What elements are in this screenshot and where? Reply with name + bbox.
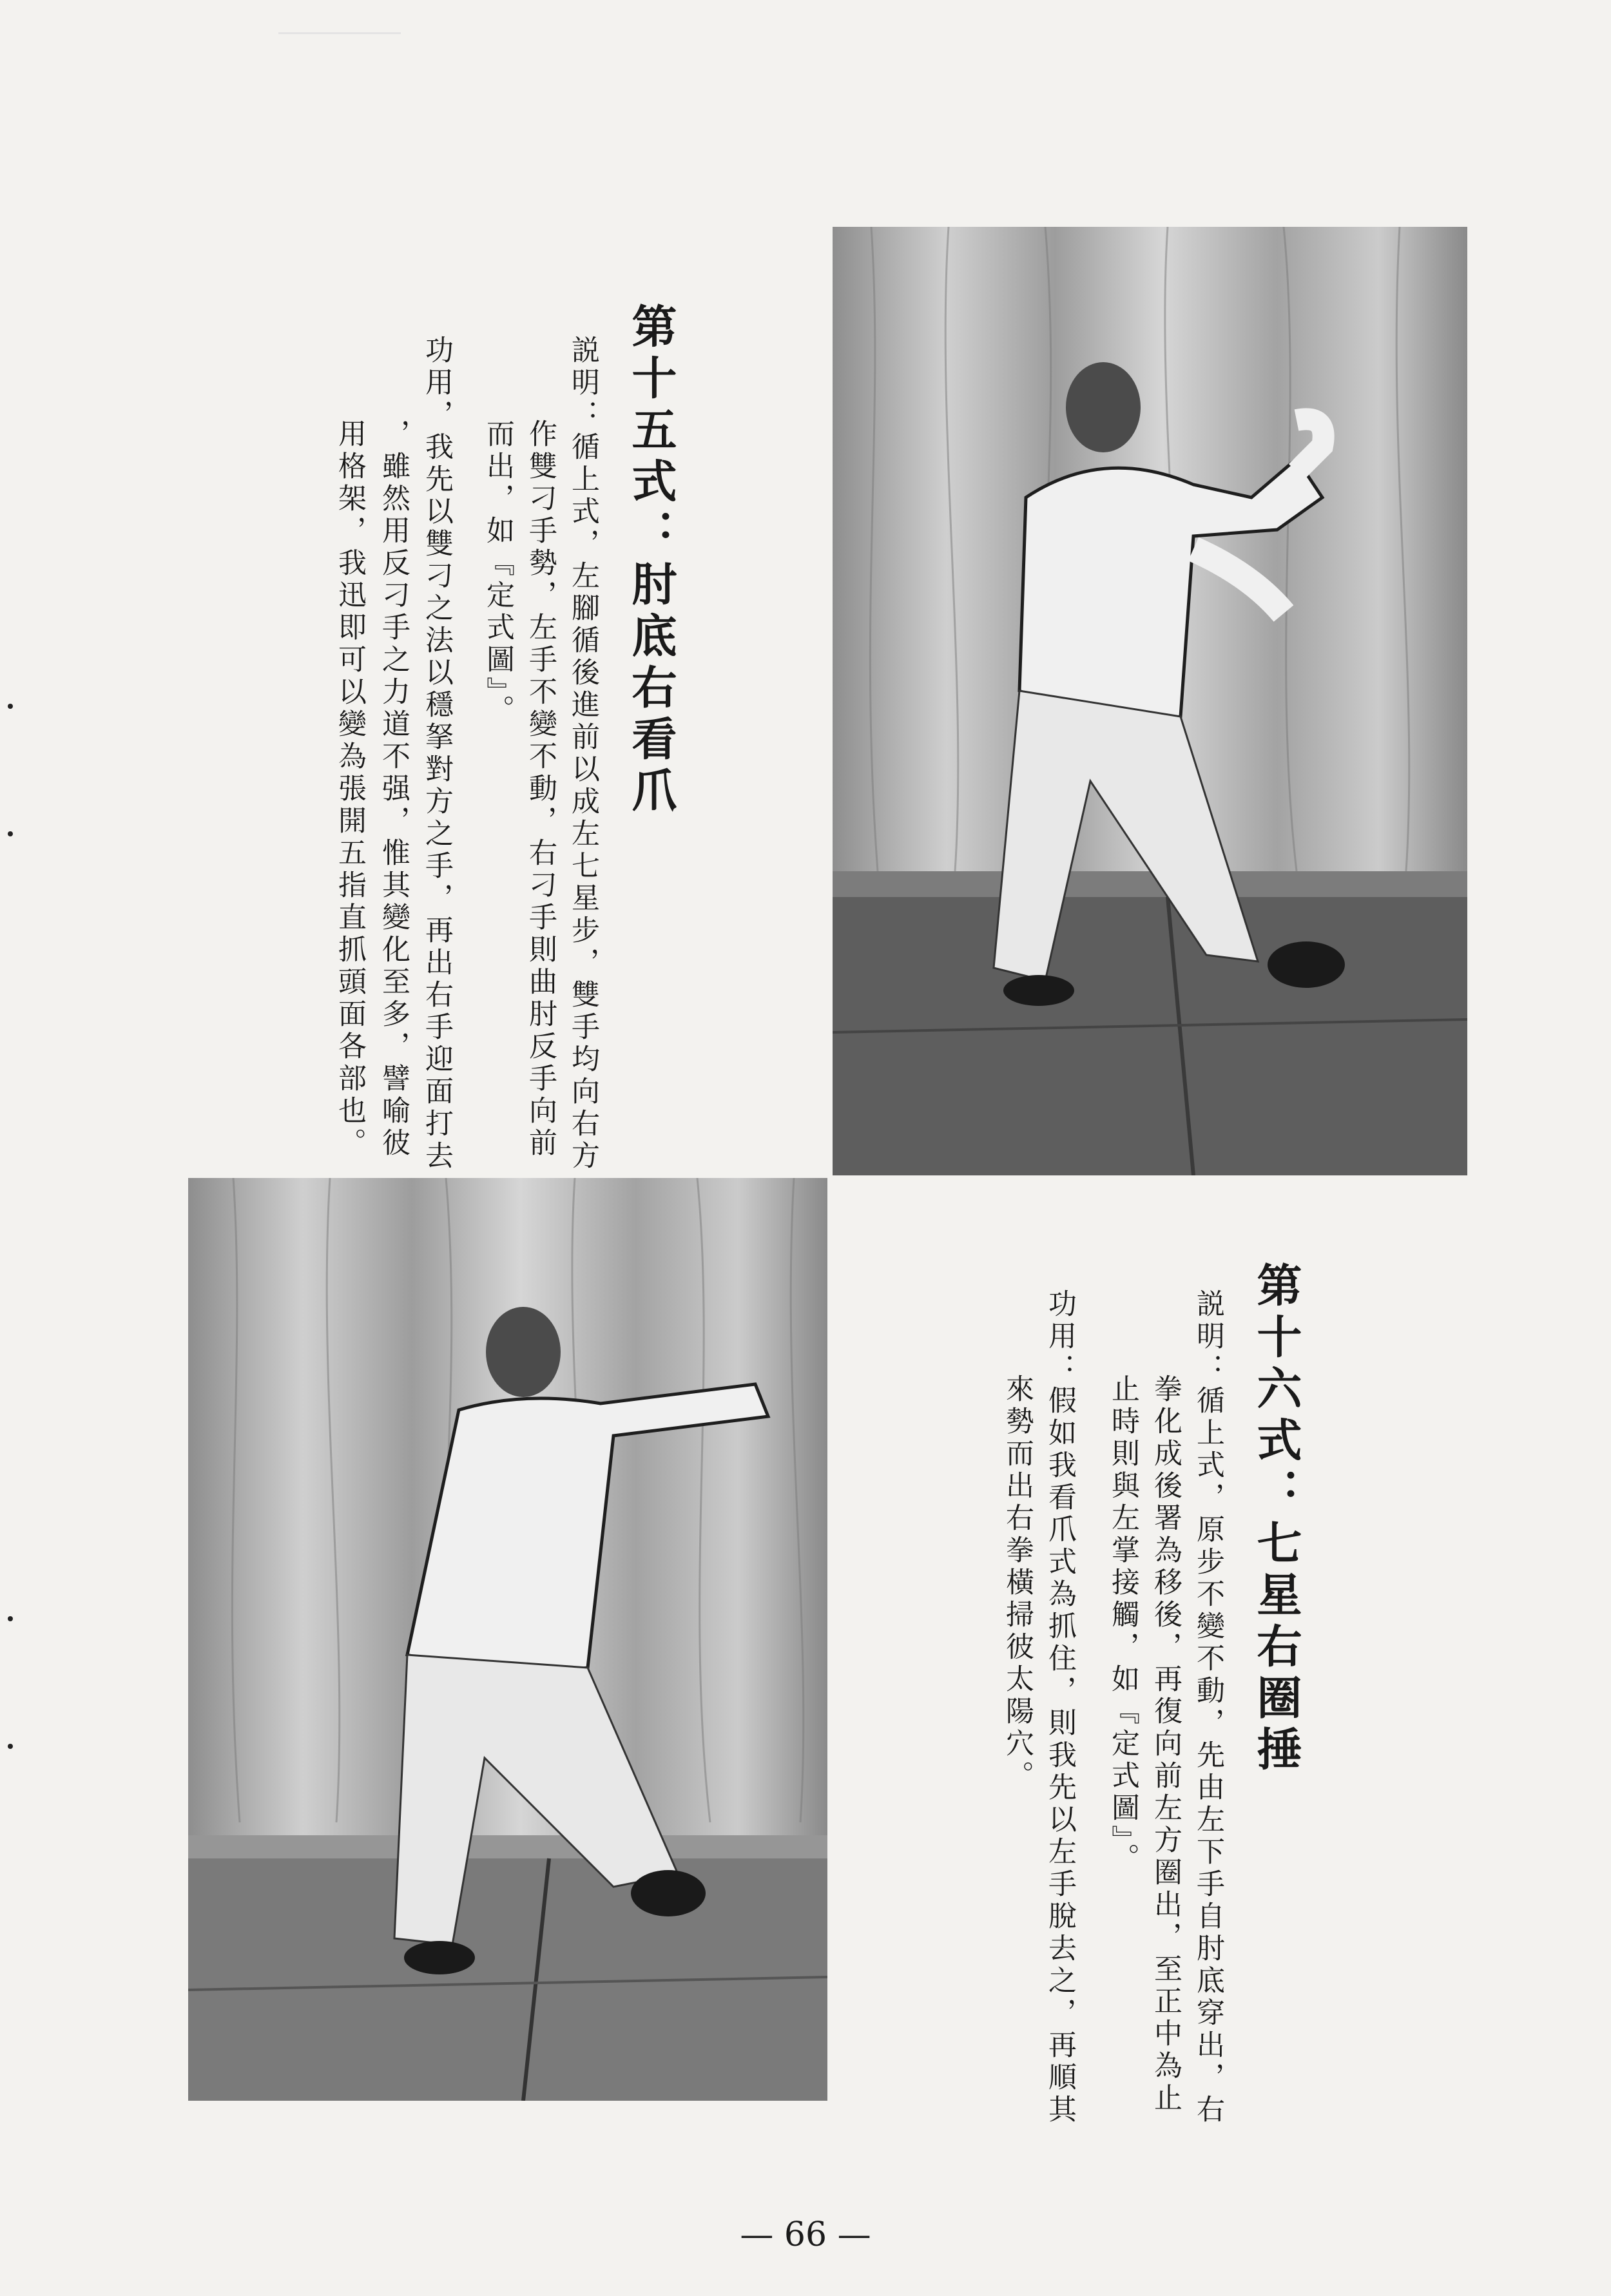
section-16-desc-line-3: 止時則與左掌接觸，如『定式圖』。	[1106, 1374, 1139, 1875]
section-15-title: 第十五式：肘底右看爪	[624, 303, 678, 818]
section-16-func-line-1: 功用：假如我看爪式為抓住，則我先以左手脫去之，再順其	[1043, 1289, 1076, 2127]
scan-mark	[278, 32, 401, 34]
section-16-desc-line-2: 拳化成後署為移後，再復向前左方圈出，至正中為止	[1149, 1374, 1182, 2115]
section-15-desc-line-3: 而出，如『定式圖』。	[481, 419, 514, 727]
binding-hole-mark	[8, 831, 13, 836]
section-16-title: 第十六式：七星右圈捶	[1249, 1262, 1303, 1777]
section-15-func-line-1: 功用，我先以雙刁之法以穩拏對方之手，再出右手迎面打去	[420, 335, 453, 1173]
photo-form-16	[188, 1178, 827, 2101]
binding-hole-mark	[8, 1616, 13, 1621]
binding-hole-mark	[8, 1744, 13, 1749]
section-15-desc-line-1: 説明：循上式，左腳循後進前以成左七星步，雙手均向右方	[566, 335, 599, 1173]
section-15-func-line-3: 用格架，我迅即可以變為張開五指直抓頭面各部也。	[333, 419, 366, 1160]
section-15-desc-line-2: 作雙刁手勢，左手不變不動，右刁手則曲肘反手向前	[524, 419, 557, 1160]
binding-hole-mark	[8, 704, 13, 709]
section-16-func-line-2: 來勢而出右拳橫掃彼太陽穴。	[1001, 1374, 1034, 1793]
page-number: — 66 —	[740, 2215, 871, 2254]
section-16-desc-line-1: 説明：循上式，原步不變不動，先由左下手自肘底穿出，右	[1191, 1289, 1224, 2127]
section-15-func-line-2: ，雖然用反刁手之力道不强，惟其變化至多，譬喻彼	[377, 419, 410, 1160]
photo-form-15	[833, 227, 1467, 1175]
